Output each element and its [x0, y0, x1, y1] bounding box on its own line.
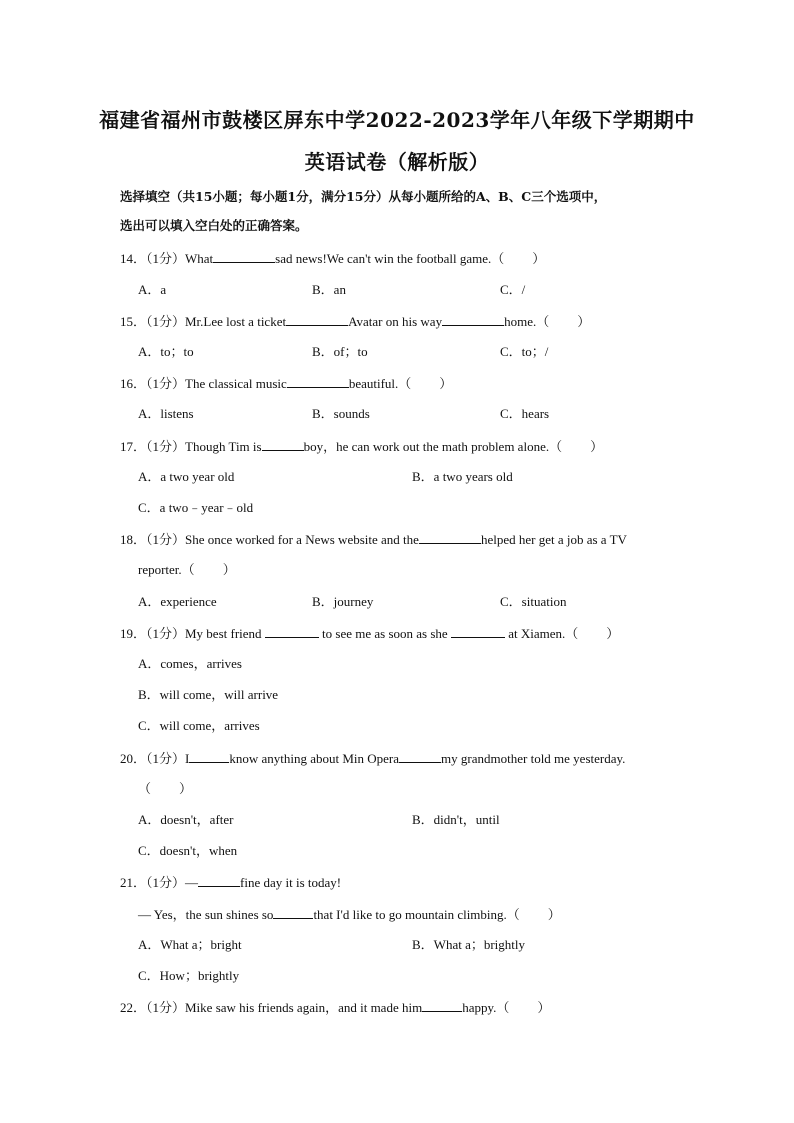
- option-b[interactable]: B．journey: [312, 594, 374, 609]
- question-18-continued: reporter.（ ）: [138, 562, 236, 577]
- question-14: 14．（1分）What sad news!We can't win the football game.（ ）: [120, 251, 546, 266]
- question-19: 19．（1分）My best friend to see me as soon as she at Xiamen.（ ）: [120, 626, 620, 641]
- option-c[interactable]: C．hears: [500, 406, 550, 421]
- option-a[interactable]: A．comes，arrives: [138, 656, 242, 671]
- option-a[interactable]: A．a: [138, 282, 167, 297]
- option-c[interactable]: C．situation: [500, 594, 567, 609]
- option-c[interactable]: C．to；/: [500, 344, 549, 359]
- exam-title-line-2: 英语试卷（解析版）: [304, 150, 490, 174]
- question-18: 18．（1分）She once worked for a News website and the helped her get a job as a TV: [120, 532, 627, 547]
- answer-blank: [287, 374, 349, 388]
- answer-blank: [189, 749, 229, 763]
- answer-blank: [399, 749, 441, 763]
- answer-blank: [451, 624, 505, 638]
- option-a[interactable]: A．What a；bright: [138, 937, 242, 952]
- option-c[interactable]: C．/: [500, 282, 526, 297]
- question-22: 22．（1分）Mike saw his friends again，and it made him happy.（ ）: [120, 1000, 551, 1015]
- question-21: 21．（1分）— fine day it is today!: [120, 875, 342, 890]
- option-b[interactable]: B．of；to: [312, 344, 368, 359]
- question-15: 15．（1分）Mr.Lee lost a ticket Avatar on his way home.（ ）: [120, 314, 591, 329]
- option-a[interactable]: A．doesn't，after: [138, 812, 234, 827]
- option-b[interactable]: B．What a；brightly: [412, 937, 526, 952]
- option-a[interactable]: A．to；to: [138, 344, 194, 359]
- question-17: 17．（1分）Though Tim is boy，he can work out the math problem alone.（ ）: [120, 439, 604, 454]
- option-c[interactable]: C．How；brightly: [138, 968, 240, 983]
- answer-blank: [286, 312, 348, 326]
- answer-blank: [419, 530, 481, 544]
- option-a[interactable]: A．a two year old: [138, 469, 235, 484]
- answer-blank: [213, 249, 275, 263]
- question-20-continued: （ ）: [138, 781, 193, 796]
- answer-blank: [198, 873, 240, 887]
- answer-blank: [273, 905, 313, 919]
- answer-blank: [265, 624, 319, 638]
- option-c[interactable]: C．a two﹣year﹣old: [138, 500, 254, 515]
- answer-blank: [262, 437, 304, 451]
- answer-blank: [422, 998, 462, 1012]
- section-instructions-line-1: 选择填空（共15小题；每小题1分，满分15分）从每小题所给的A、B、C三个选项中，: [120, 189, 607, 204]
- exam-title-line-1: 福建省福州市鼓楼区屏东中学2022-2023学年八年级下学期期中: [99, 108, 695, 132]
- option-b[interactable]: B．sounds: [312, 406, 370, 421]
- section-instructions-line-2: 选出可以填入空白处的正确答案。: [120, 218, 308, 233]
- option-c[interactable]: C．will come，arrives: [138, 718, 260, 733]
- option-b[interactable]: B．will come，will arrive: [138, 687, 279, 702]
- option-b[interactable]: B．a two years old: [412, 469, 513, 484]
- option-b[interactable]: B．didn't，until: [412, 812, 500, 827]
- option-c[interactable]: C．doesn't，when: [138, 843, 238, 858]
- question-16: 16．（1分）The classical music beautiful.（ ）: [120, 376, 453, 391]
- answer-blank: [442, 312, 504, 326]
- option-b[interactable]: B．an: [312, 282, 346, 297]
- question-20: 20．（1分）I know anything about Min Opera my grandmother told me yesterday.: [120, 751, 626, 766]
- option-a[interactable]: A．listens: [138, 406, 194, 421]
- option-a[interactable]: A．experience: [138, 594, 217, 609]
- question-21-reply: — Yes，the sun shines so that I'd like to go mountain climbing.（ ）: [138, 907, 561, 922]
